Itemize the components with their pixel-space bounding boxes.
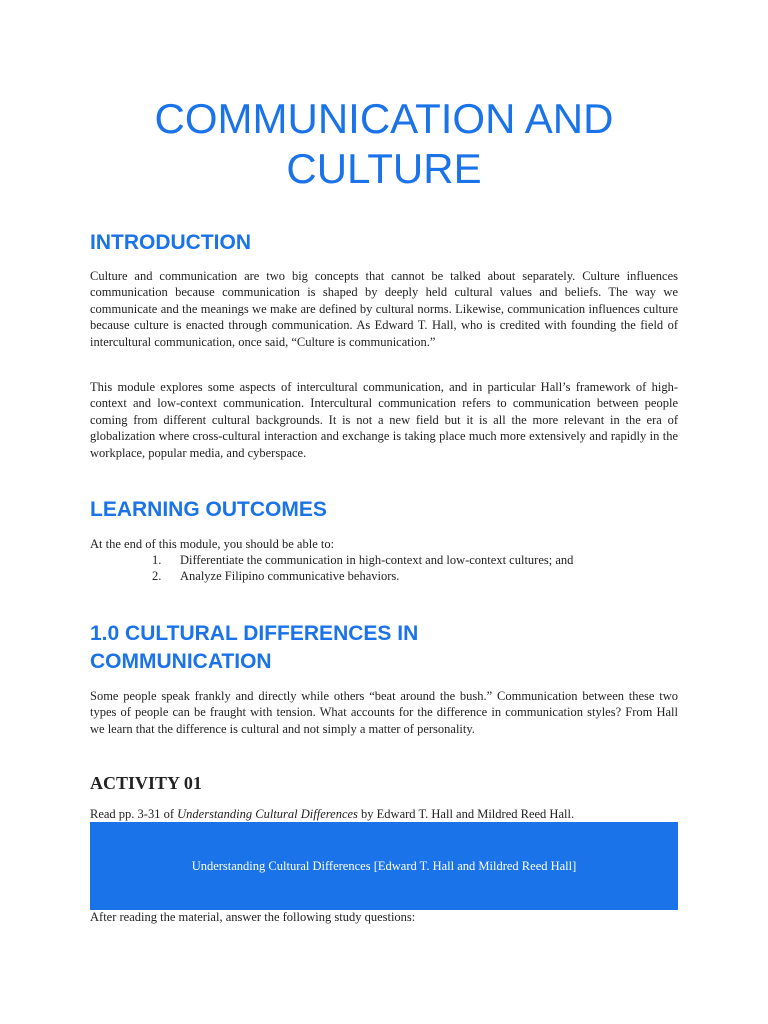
activity-reading-instruction — [90, 806, 678, 822]
learning-outcomes-list — [152, 552, 573, 585]
study-questions-intro: After reading the material, answer the following study questions: — [90, 910, 416, 924]
title-line-2: CULTURE — [286, 145, 482, 192]
list-item-text: Analyze Filipino communicative behaviors. — [180, 569, 400, 584]
reading-material-link-label: Understanding Cultural Differences [Edward T. Hall and Mildred Reed Hall] — [191, 858, 577, 873]
introduction-paragraph-1: Culture and communication are two big concepts that cannot be talked about separately. Culture influences communication because communication is shaped by deeply held cultural values and beliefs. The way we communicate and the meanings we make are defined by cultural norms. Likewise, communication influences culture because culture is enacted through communication. As Edward T. Hall, who is credited with founding the field of intercultural communication, once said, “Culture is communication.” — [90, 269, 678, 349]
activity-heading: ACTIVITY 01 — [90, 773, 202, 793]
learning-outcomes-heading: LEARNING OUTCOMES — [90, 498, 327, 521]
list-item-number: 1. — [152, 553, 162, 567]
reading-book-title: Understanding Cultural Differences — [177, 807, 358, 821]
introduction-paragraph-2: This module explores some aspects of intercultural communication, and in particular Hall’s framework of high-context and low-context communication. Intercultural communication refers to communication between people coming from different cultural backgrounds. It is not a new field but it is all the more relevant in the era of globalization where cross-cultural interaction and exchange is taking place much more extensively and rapidly in the workplace, popular media, and cyberspace. — [90, 380, 678, 460]
section-1-heading — [90, 620, 418, 676]
reading-prefix: Read pp. 3-31 of — [90, 807, 178, 821]
title-line-1: COMMUNICATION AND — [154, 95, 614, 142]
section-1-heading-line-2: COMMUNICATION — [90, 650, 272, 673]
learning-outcomes-intro: At the end of this module, you should be able to: — [90, 537, 335, 551]
list-item — [152, 552, 573, 568]
section-1-paragraph: Some people speak frankly and directly while others “beat around the bush.” Communication between these two types of people can be fraught with tension. What accounts for the difference in communication styles? From Hall we learn that the difference is cultural and not simply a matter of personality. — [90, 689, 678, 736]
list-item — [152, 568, 573, 584]
section-1-heading-line-1: 1.0 CULTURAL DIFFERENCES IN — [90, 622, 419, 645]
list-item-text: Differentiate the communication in high-context and low-context cultures; and — [180, 553, 574, 567]
reading-material-link-button[interactable] — [90, 822, 678, 910]
list-item-number: 2. — [152, 569, 162, 584]
reading-suffix: by Edward T. Hall and Mildred Reed Hall. — [357, 807, 575, 821]
introduction-heading: INTRODUCTION — [90, 231, 251, 254]
document-title — [90, 94, 678, 194]
